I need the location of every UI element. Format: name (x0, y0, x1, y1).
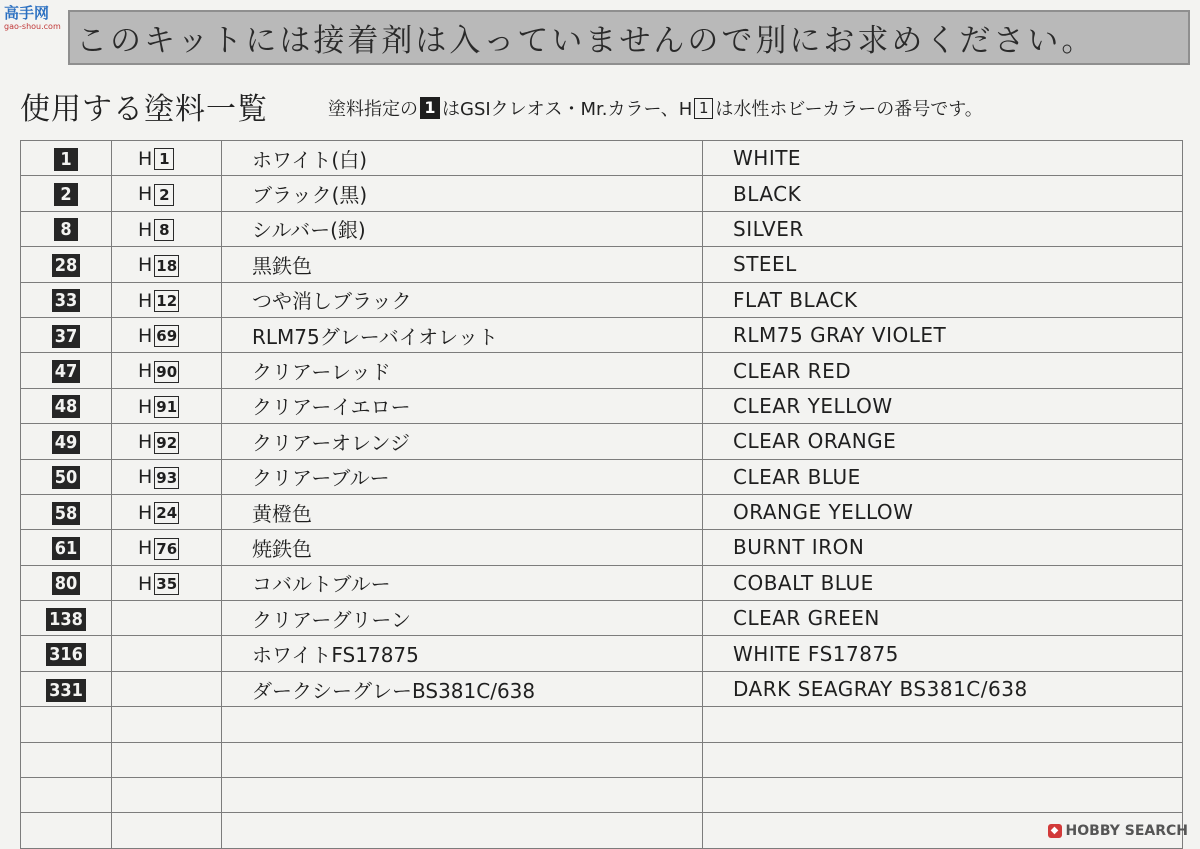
table-row (21, 247, 1183, 282)
paint-name-japanese: クリアーオレンジ (222, 424, 703, 459)
logo-sub-text: gao-shou.com (4, 22, 61, 31)
hobby-color-prefix: H (138, 254, 153, 277)
paint-name-japanese: 黒鉄色 (222, 247, 703, 282)
hobby-color-prefix: H (138, 395, 153, 418)
note-hobby-color-box: 1 (694, 98, 713, 119)
hobby-color-number-cell (112, 671, 222, 706)
watermark-text: HOBBY SEARCH (1065, 823, 1188, 839)
mr-color-number-cell (21, 424, 112, 459)
mr-color-number-badge: 58 (52, 502, 81, 525)
paint-name-english: FLAT BLACK (703, 282, 1183, 317)
hobby-color-prefix: H (138, 501, 153, 524)
mr-color-number-cell (21, 742, 112, 777)
hobby-color-number-cell (112, 459, 222, 494)
paint-name-japanese: シルバー(銀) (222, 211, 703, 246)
hobby-color-number-cell (112, 141, 222, 176)
hobby-color-number-cell (112, 636, 222, 671)
paint-name-japanese (222, 742, 703, 777)
paint-name-english (703, 778, 1183, 813)
table-row (21, 211, 1183, 246)
hobby-color-number-cell (112, 317, 222, 352)
paint-name-japanese: 黄橙色 (222, 494, 703, 529)
table-row (21, 671, 1183, 706)
hobby-color-number-cell (112, 211, 222, 246)
hobby-color-number-box: 69 (156, 327, 178, 346)
hobby-color-number-cell (112, 282, 222, 317)
paint-name-english: CLEAR BLUE (703, 459, 1183, 494)
paint-name-english: CLEAR GREEN (703, 601, 1183, 636)
paint-name-english: RLM75 GRAY VIOLET (703, 317, 1183, 352)
hobby-color-number-cell (112, 247, 222, 282)
banner-text: このキットには接着剤は入っていませんので別にお求めください。 (76, 23, 1096, 59)
mr-color-number-badge: 316 (46, 643, 86, 666)
paint-name-english: ORANGE YELLOW (703, 494, 1183, 529)
hobby-color-prefix: H (138, 537, 153, 560)
mr-color-number-badge: 1 (54, 148, 78, 171)
table-row (21, 494, 1183, 529)
hobby-color-prefix: H (138, 324, 153, 347)
hobby-color-number-cell (112, 353, 222, 388)
mr-color-number-cell (21, 530, 112, 565)
paint-list-table (20, 140, 1183, 849)
paint-name-japanese (222, 813, 703, 848)
hobby-color-number-cell (112, 707, 222, 742)
table-row (21, 707, 1183, 742)
mr-color-number-badge: 80 (52, 572, 81, 595)
paint-name-japanese: RLM75グレーバイオレット (222, 317, 703, 352)
hobby-color-number-cell (112, 494, 222, 529)
paint-name-english: CLEAR RED (703, 353, 1183, 388)
paint-name-japanese: つや消しブラック (222, 282, 703, 317)
mr-color-number-cell (21, 211, 112, 246)
mr-color-number-cell (21, 636, 112, 671)
mr-color-number-cell (21, 707, 112, 742)
hobby-color-number-box: 35 (156, 575, 178, 594)
hobby-search-logo-icon: ◆ (1048, 824, 1062, 838)
table-row (21, 778, 1183, 813)
logo-main-text: 高手网 (4, 4, 50, 22)
paint-name-japanese: クリアーブルー (222, 459, 703, 494)
paint-name-english: DARK SEAGRAY BS381C/638 (703, 671, 1183, 706)
mr-color-number-cell (21, 671, 112, 706)
mr-color-number-cell (21, 459, 112, 494)
hobby-color-number-cell (112, 601, 222, 636)
note-part1: 塗料指定の (328, 99, 418, 120)
paint-name-japanese: ホワイトFS17875 (222, 636, 703, 671)
hobby-color-number-box: 12 (156, 292, 178, 310)
hobby-color-number-cell (112, 424, 222, 459)
adhesive-notice-banner (68, 10, 1190, 65)
hobby-color-prefix: H (138, 289, 153, 312)
table-row (21, 141, 1183, 176)
paint-name-japanese (222, 778, 703, 813)
mr-color-number-badge: 49 (52, 431, 81, 454)
hobby-color-number-box: 8 (154, 219, 174, 241)
table-row (21, 530, 1183, 565)
note-part3: は水性ホビーカラーの番号です。 (715, 99, 983, 120)
paint-name-english: COBALT BLUE (703, 565, 1183, 600)
paint-name-japanese: クリアーグリーン (222, 601, 703, 636)
paint-name-japanese: ホワイト(白) (222, 141, 703, 176)
mr-color-number-cell (21, 601, 112, 636)
site-logo (4, 4, 70, 40)
mr-color-number-cell (21, 282, 112, 317)
hobby-color-prefix: H (138, 572, 153, 595)
hobby-color-number-box: 24 (156, 504, 178, 523)
section-title: 使用する塗料一覧 (20, 92, 268, 127)
mr-color-number-badge: 138 (46, 608, 86, 631)
paint-list-body (21, 141, 1183, 849)
table-row (21, 742, 1183, 777)
paint-legend-note (328, 95, 983, 121)
table-row (21, 388, 1183, 423)
table-row (21, 353, 1183, 388)
mr-color-number-badge: 50 (52, 466, 81, 489)
paint-name-english: SILVER (703, 211, 1183, 246)
mr-color-number-badge: 37 (52, 325, 81, 348)
paint-name-japanese: コバルトブルー (222, 565, 703, 600)
hobby-color-number-box: 1 (154, 148, 174, 170)
table-row (21, 282, 1183, 317)
table-row (21, 424, 1183, 459)
hobby-color-number-cell (112, 565, 222, 600)
mr-color-number-cell (21, 813, 112, 848)
mr-color-number-cell (21, 778, 112, 813)
table-row (21, 459, 1183, 494)
mr-color-number-badge: 33 (52, 289, 81, 312)
paint-name-japanese: クリアーイエロー (222, 388, 703, 423)
mr-color-number-cell (21, 565, 112, 600)
hobby-color-number-cell (112, 742, 222, 777)
hobby-color-number-cell (112, 778, 222, 813)
hobby-color-number-box: 92 (156, 433, 178, 452)
paint-name-japanese (222, 707, 703, 742)
hobby-color-number-box: 93 (156, 468, 178, 487)
hobby-color-number-cell (112, 176, 222, 211)
table-row (21, 176, 1183, 211)
mr-color-number-badge: 2 (54, 183, 78, 206)
paint-name-english (703, 707, 1183, 742)
paint-name-english: WHITE (703, 141, 1183, 176)
hobby-color-number-cell (112, 388, 222, 423)
hobby-color-number-box: 91 (156, 398, 178, 417)
watermark (1048, 823, 1188, 839)
hobby-color-prefix: H (138, 218, 153, 241)
mr-color-number-badge: 48 (52, 395, 81, 418)
paint-name-japanese: ブラック(黒) (222, 176, 703, 211)
mr-color-number-cell (21, 247, 112, 282)
table-row (21, 565, 1183, 600)
paint-name-english: WHITE FS17875 (703, 636, 1183, 671)
table-row (21, 636, 1183, 671)
paint-name-english: BURNT IRON (703, 530, 1183, 565)
hobby-color-prefix: H (138, 431, 153, 454)
paint-name-english: CLEAR ORANGE (703, 424, 1183, 459)
mr-color-number-cell (21, 353, 112, 388)
paint-name-english: CLEAR YELLOW (703, 388, 1183, 423)
paint-name-japanese: クリアーレッド (222, 353, 703, 388)
note-part2: はGSIクレオス・Mr.カラー、H (442, 99, 693, 120)
hobby-color-number-box: 18 (156, 256, 178, 275)
hobby-color-prefix: H (138, 183, 153, 206)
note-mr-color-badge: 1 (420, 97, 440, 119)
table-row (21, 813, 1183, 848)
mr-color-number-cell (21, 317, 112, 352)
hobby-color-prefix: H (138, 360, 153, 383)
mr-color-number-cell (21, 388, 112, 423)
hobby-color-prefix: H (138, 147, 153, 170)
mr-color-number-cell (21, 176, 112, 211)
mr-color-number-badge: 61 (52, 537, 81, 560)
table-row (21, 601, 1183, 636)
mr-color-number-badge: 47 (52, 360, 81, 383)
hobby-color-prefix: H (138, 466, 153, 489)
hobby-color-number-box: 90 (156, 362, 178, 381)
mr-color-number-cell (21, 141, 112, 176)
paint-name-english: STEEL (703, 247, 1183, 282)
mr-color-number-cell (21, 494, 112, 529)
hobby-color-number-cell (112, 813, 222, 848)
paint-name-english (703, 742, 1183, 777)
hobby-color-number-box: 2 (154, 184, 174, 206)
paint-name-japanese: ダークシーグレーBS381C/638 (222, 671, 703, 706)
mr-color-number-badge: 331 (46, 679, 86, 702)
hobby-color-number-cell (112, 530, 222, 565)
hobby-color-number-box: 76 (156, 539, 178, 558)
mr-color-number-badge: 28 (52, 254, 81, 277)
table-row (21, 317, 1183, 352)
mr-color-number-badge: 8 (54, 218, 78, 241)
paint-name-english: BLACK (703, 176, 1183, 211)
paint-name-japanese: 焼鉄色 (222, 530, 703, 565)
